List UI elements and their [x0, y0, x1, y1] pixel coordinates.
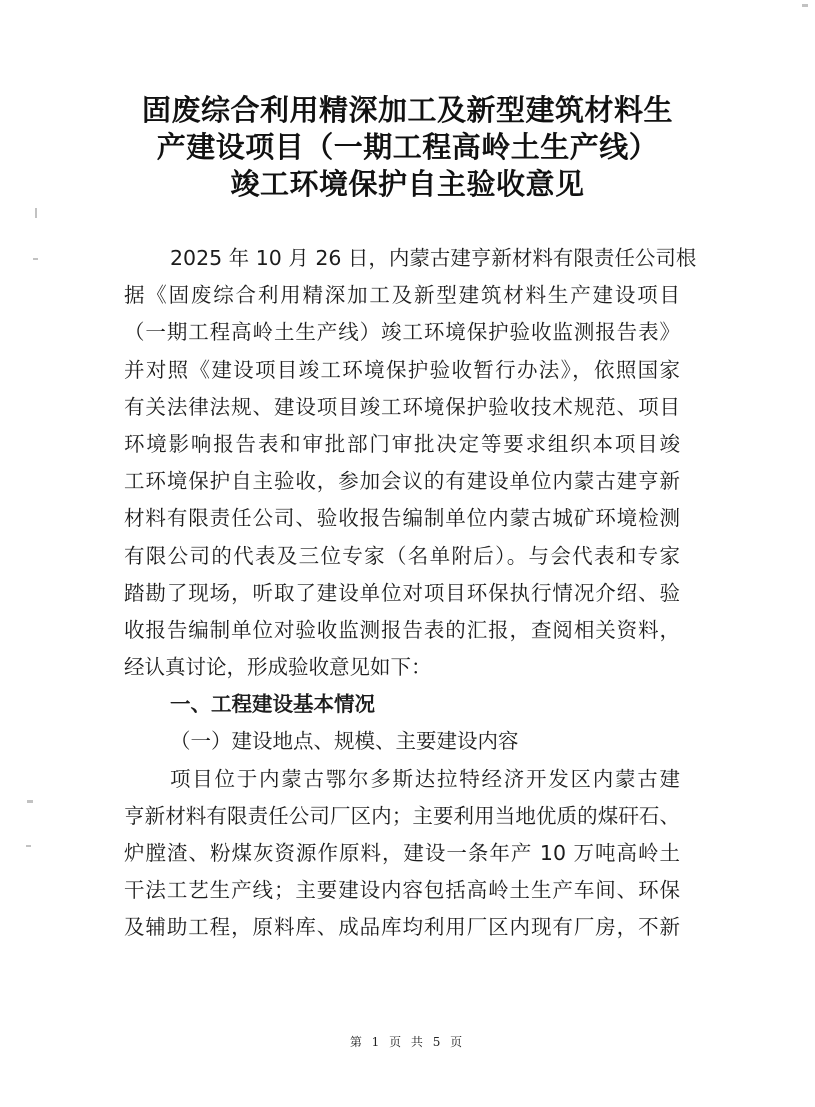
scan-mark: [27, 800, 33, 803]
section-paragraph: [124, 761, 680, 947]
text-line: 工环境保护自主验收，参加会议的有建设单位内蒙古建亨新: [124, 469, 680, 494]
scan-mark: [33, 258, 38, 260]
subsection-heading: （一）建设地点、规模、主要建设内容: [170, 729, 519, 754]
text-line: 干法工艺生产线；主要建设内容包括高岭土生产车间、环保: [124, 878, 680, 903]
document-body: [124, 240, 697, 947]
scan-mark: [35, 208, 37, 218]
text-line: 有限公司的代表及三位专家（名单附后）。与会代表和专家: [124, 543, 680, 568]
text-line: 项目位于内蒙古鄂尔多斯达拉特经济开发区内蒙古建: [170, 766, 680, 791]
text-line: 2025 年 10 月 26 日，内蒙古建亨新材料有限责任公司根: [170, 246, 697, 270]
section-heading: 一、工程建设基本情况: [170, 692, 375, 717]
page-number-footer: 第 1 页 共 5 页: [349, 1035, 466, 1049]
document-title: [100, 92, 715, 203]
text-line: 有关法律法规、建设项目竣工环境保护验收技术规范、项目: [124, 394, 680, 419]
text-line: 及辅助工程，原料库、成品库均利用厂区内现有厂房，不新: [124, 915, 680, 940]
text-line: （一期工程高岭土生产线）竣工环境保护验收监测报告表》: [124, 320, 680, 345]
text-line: 亨新材料有限责任公司厂区内；主要利用当地优质的煤矸石、: [124, 803, 680, 828]
text-line: 踏勘了现场，听取了建设单位对项目环保执行情况介绍、验: [124, 580, 680, 605]
text-line: 经认真讨论，形成验收意见如下：: [124, 655, 432, 680]
text-line: 材料有限责任公司、验收报告编制单位内蒙古城矿环境检测: [124, 506, 680, 531]
title-line: 固废综合利用精深加工及新型建筑材料生: [141, 93, 673, 127]
intro-paragraph: [124, 240, 697, 686]
title-line: 竣工环境保护自主验收意见: [230, 167, 585, 201]
text-line: 环境影响报告表和审批部门审批决定等要求组织本项目竣: [124, 431, 680, 456]
scan-mark: [26, 845, 31, 847]
text-line: 据《固废综合利用精深加工及新型建筑材料生产建设项目: [124, 283, 680, 308]
scan-mark: [802, 4, 808, 7]
title-line: 产建设项目（一期工程高岭土生产线）: [156, 130, 659, 164]
text-line: 炉膛渣、粉煤灰资源作原料，建设一条年产 10 万吨高岭土: [124, 841, 680, 865]
text-line: 并对照《建设项目竣工环境保护验收暂行办法》，依照国家: [124, 357, 680, 382]
text-line: 收报告编制单位对验收监测报告表的汇报，查阅相关资料，: [124, 617, 680, 642]
